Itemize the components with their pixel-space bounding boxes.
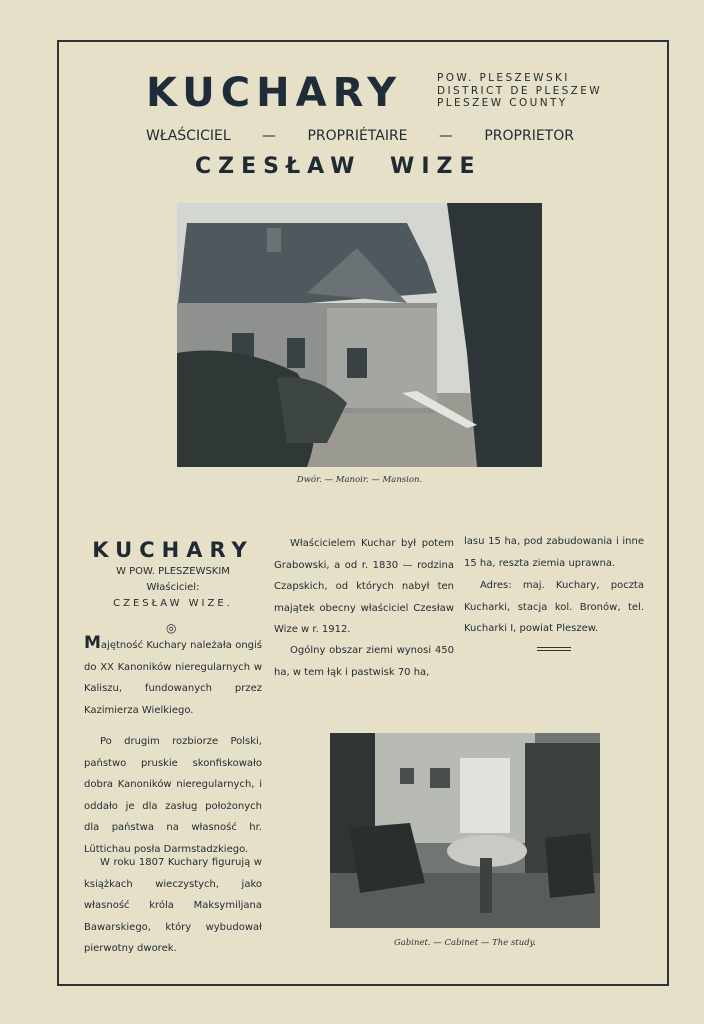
ornament-icon: ◎ [166,621,177,635]
dropcap: M [84,633,101,653]
owner-label-sep: — [438,128,453,144]
col1-paragraph-3: W roku 1807 Kuchary figurują w książkach wieczystych, jako własność króla Maksymiljana Bawarskiego, który wybudował pierwotny dworek. [84,857,262,954]
section-divider [537,647,571,651]
main-title: KUCHARY [146,70,403,116]
county-block [437,72,602,110]
col3-paragraph-1: lasu 15 ha, pod zabudowania i inne 15 ha, reszta ziemia uprawna. [464,536,644,569]
col3-paragraph-2: Adres: maj. Kuchary, poczta Kucharki, stacja kol. Bronów, tel. Kucharki I, powiat Pleszew. [464,580,644,634]
study-caption: Gabinet. — Cabinet — The study. [393,938,537,948]
owner-label-fr: PROPRIÉTAIRE [307,128,408,144]
article-owner-label: Właściciel: [146,582,200,593]
owner-label-pl: WŁAŚCICIEL [146,128,231,144]
owner-label-en: PROPRIETOR [484,128,574,144]
col1-paragraph-1 [84,633,262,721]
study-photo [330,733,600,928]
county-line-en: PLESZEW COUNTY [437,97,568,109]
mansion-caption: Dwór. — Manoir. — Mansion. [296,475,423,485]
col2-paragraph-2: Ogólny obszar ziemi wynosi 450 ha, w tem łąk i pastwisk 70 ha, [274,645,454,678]
owner-label-sep: — [262,128,277,144]
article-heading: KUCHARY [92,538,254,562]
col1-p1-text: ajętność Kuchary należała ongiś do XX Kanoników nieregularnych w Kaliszu, fundowanych przez Kazimierza Wielkiego. [84,640,262,716]
mansion-photo [177,203,542,467]
col1-paragraph-2: Po drugim rozbiorze Polski, państwo pruskie skonfiskowało dobra Kanoników nieregularnych, i oddało je dla zasług położonych dla państwa na własność hr. Lüttichau posła Darmstadzkiego. [84,736,262,855]
article-county: W POW. PLESZEWSKIM [116,566,230,577]
owner-name: CZESŁAW WIZE [195,154,482,179]
article-owner-name: CZESŁAW WIZE. [113,598,233,609]
col2-paragraph-1: Właścicielem Kuchar był potem Grabowski, a od r. 1830 — rodzina Czapskich, od których nabył ten majątek obecny właściciel Czesław Wize w r. 1912. [274,538,454,635]
county-line-pl: POW. PLESZEWSKI [437,72,570,84]
county-line-fr: DISTRICT DE PLESZEW [437,84,603,97]
owner-label-row [146,128,574,144]
